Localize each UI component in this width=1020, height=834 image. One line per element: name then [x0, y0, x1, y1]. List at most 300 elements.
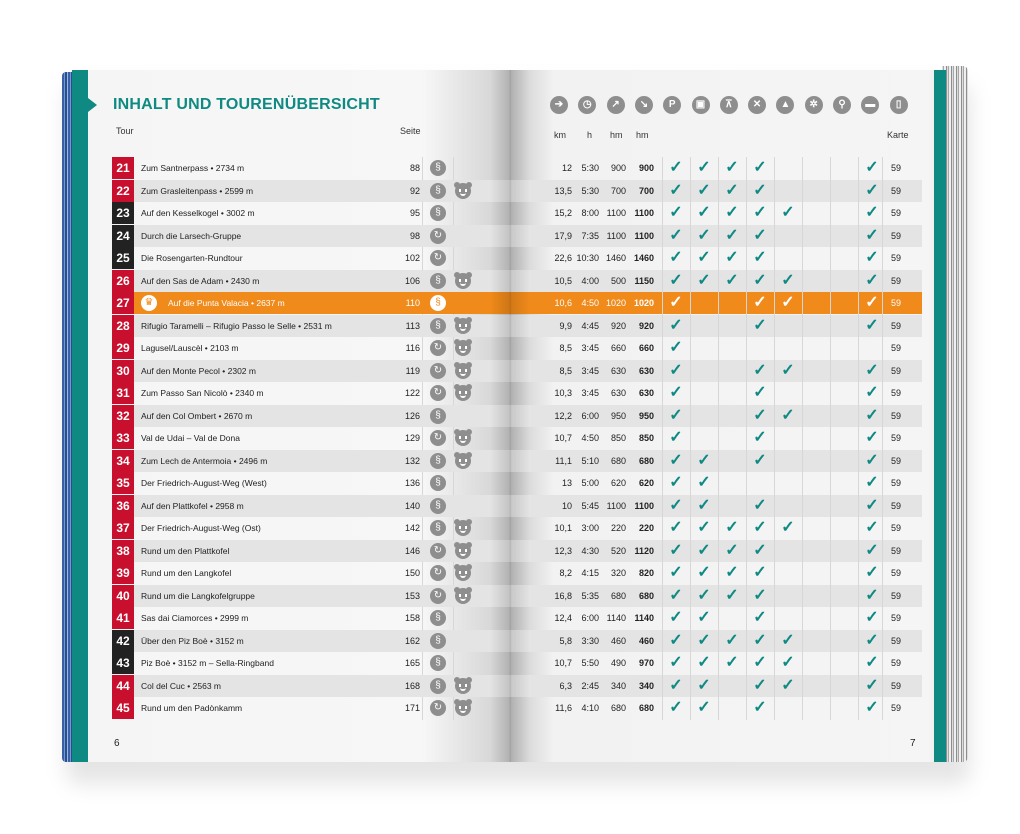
tour-map-number: 59: [890, 208, 901, 218]
tour-map-number: 59: [890, 635, 901, 646]
tour-ascent: 630: [610, 365, 626, 376]
tour-km: 11,6: [555, 703, 572, 713]
tour-name[interactable]: Rund um die Langkofelgruppe: [141, 590, 255, 601]
check-icon: ✓: [725, 586, 739, 604]
check-icon: ✓: [865, 159, 879, 176]
tour-descent: 850: [638, 433, 654, 443]
tour-km: 8,5: [559, 343, 572, 353]
clock-icon: ◷: [578, 96, 596, 114]
tour-number: 28: [112, 315, 134, 337]
tour-descent: 680: [638, 455, 654, 466]
check-icon: ✓: [669, 204, 683, 221]
tour-map-number: 59: [890, 230, 901, 241]
bus-icon: ▣: [692, 96, 710, 114]
route-icon: §: [430, 655, 446, 671]
tour-map-number: 59: [890, 703, 901, 713]
kids-bear-icon: [455, 543, 471, 559]
check-icon: ✓: [865, 519, 879, 536]
column-header-seite: Seite: [400, 126, 421, 136]
tour-name[interactable]: Der Friedrich-August-Weg (West): [141, 478, 267, 488]
tour-km: 13: [561, 478, 572, 488]
tour-ascent: 1460: [605, 253, 626, 263]
kids-bear-icon: [455, 318, 471, 334]
tour-hours: 5:35: [581, 590, 599, 601]
check-icon: ✓: [669, 699, 683, 716]
hut-icon: ▲: [776, 96, 794, 114]
tour-name[interactable]: Der Friedrich-August-Weg (Ost): [141, 523, 261, 533]
check-icon: ✓: [753, 181, 767, 199]
tour-page: 92: [409, 185, 420, 196]
round-tour-icon: ↻: [430, 565, 446, 581]
tour-km: 22,6: [554, 253, 572, 263]
check-icon: ✓: [669, 496, 683, 514]
tour-map-number: 59: [890, 388, 901, 398]
tour-name[interactable]: Col del Cuc • 2563 m: [141, 680, 221, 691]
check-icon: ✓: [865, 181, 879, 199]
bear-mouth: [460, 373, 466, 376]
tour-name[interactable]: Sas dai Ciamorces • 2999 m: [141, 613, 249, 623]
tour-hours: 4:45: [581, 320, 599, 331]
tour-ascent: 680: [610, 590, 626, 601]
tour-descent: 620: [638, 478, 654, 488]
tour-name[interactable]: Über den Piz Boè • 3152 m: [141, 635, 244, 646]
teal-stripe-left: [72, 70, 88, 762]
tour-page: 140: [404, 500, 420, 511]
tour-descent: 1100: [634, 230, 654, 241]
route-icon: §: [430, 633, 446, 649]
tour-number: 38: [112, 540, 134, 562]
check-icon: ✓: [753, 316, 767, 334]
check-icon: ✓: [669, 294, 683, 311]
tour-map-number: 59: [890, 320, 901, 331]
check-icon: ✓: [669, 406, 683, 424]
tour-descent: 700: [638, 185, 654, 196]
tour-descent: 630: [638, 388, 654, 398]
column-header-h: h: [587, 130, 593, 140]
check-icon: ✓: [865, 384, 879, 401]
snowflake-icon: ✲: [805, 96, 823, 114]
tour-name[interactable]: Auf den Monte Pecol • 2302 m: [141, 365, 256, 376]
check-icon: ✓: [865, 609, 879, 626]
bear-eyes: [459, 684, 467, 687]
check-icon: ✓: [697, 249, 711, 266]
check-icon: ✓: [697, 631, 711, 649]
tour-ascent: 1020: [605, 298, 626, 308]
bear-eyes: [459, 369, 467, 372]
tour-number: 34: [112, 450, 134, 472]
tour-page: 136: [404, 478, 420, 488]
tour-ascent: 490: [610, 658, 626, 668]
check-icon: ✓: [669, 654, 683, 671]
check-icon: ✓: [725, 564, 739, 581]
tour-page: 168: [404, 680, 420, 691]
check-icon: ✓: [725, 541, 739, 559]
tour-page: 106: [404, 275, 420, 286]
tour-descent: 950: [638, 410, 654, 421]
check-icon: ✓: [865, 361, 879, 379]
check-icon: ✓: [753, 249, 767, 266]
check-icon: ✓: [865, 429, 879, 446]
bed-icon: ▬: [861, 96, 879, 114]
check-icon: ✓: [865, 294, 879, 311]
kids-bear-icon: [455, 700, 471, 716]
check-icon: ✓: [865, 474, 879, 491]
tour-ascent: 700: [610, 185, 626, 196]
tour-name[interactable]: Auf den Plattkofel • 2958 m: [141, 500, 244, 511]
tour-ascent: 900: [610, 163, 626, 173]
route-icon: §: [430, 475, 446, 491]
check-icon: ✓: [669, 564, 683, 581]
kids-bear-icon: [455, 453, 471, 469]
tour-map-number: 59: [890, 275, 901, 286]
kids-bear-icon: [455, 183, 471, 199]
tour-hours: 10:30: [576, 253, 599, 263]
tour-km: 12,3: [554, 545, 572, 556]
tour-number: 33: [112, 427, 134, 449]
tour-hours: 6:00: [581, 613, 599, 623]
check-icon: ✓: [865, 226, 879, 244]
tour-name[interactable]: Lagusel/Lauscèl • 2103 m: [141, 343, 239, 353]
tour-descent: 460: [638, 635, 654, 646]
tour-number: 45: [112, 697, 134, 719]
check-icon: ✓: [781, 271, 795, 289]
check-icon: ✓: [697, 519, 711, 536]
tour-ascent: 920: [610, 320, 626, 331]
check-icon: ✓: [753, 406, 767, 424]
tour-descent: 1120: [634, 545, 654, 556]
left-page: [72, 70, 510, 762]
round-tour-icon: ↻: [430, 543, 446, 559]
tour-ascent: 340: [610, 680, 626, 691]
check-icon: ✓: [865, 406, 879, 424]
column-header-hm-up: hm: [610, 130, 623, 140]
kids-bear-icon: [455, 363, 471, 379]
kids-bear-icon: [455, 678, 471, 694]
check-icon: ✓: [669, 451, 683, 469]
tour-hours: 6:00: [581, 410, 599, 421]
check-icon: ✓: [753, 429, 767, 446]
tour-ascent: 630: [610, 388, 626, 398]
tour-map-number: 59: [890, 343, 901, 353]
tour-page: 132: [404, 455, 420, 466]
bear-mouth: [460, 710, 466, 713]
kids-bear-icon: [455, 430, 471, 446]
tour-number: 40: [112, 585, 134, 607]
tour-number: 23: [112, 202, 134, 224]
check-icon: ✓: [669, 609, 683, 626]
bear-eyes: [459, 571, 467, 574]
check-icon: ✓: [865, 699, 879, 716]
tour-page: 95: [409, 208, 420, 218]
tour-page: 122: [404, 388, 420, 398]
round-tour-icon: ↻: [430, 700, 446, 716]
tour-number: 35: [112, 472, 134, 494]
tour-page: 162: [404, 635, 420, 646]
check-icon: ✓: [697, 676, 711, 694]
route-icon: §: [430, 498, 446, 514]
tour-map-number: 59: [890, 185, 901, 196]
check-icon: ✓: [865, 496, 879, 514]
bear-eyes: [459, 346, 467, 349]
check-icon: ✓: [697, 496, 711, 514]
check-icon: ✓: [781, 406, 795, 424]
page-number-right: 7: [910, 738, 916, 749]
bear-mouth: [460, 350, 466, 353]
check-icon: ✓: [753, 271, 767, 289]
check-icon: ✓: [753, 541, 767, 559]
tour-name[interactable]: Rund um den Langkofel: [141, 568, 232, 578]
bear-eyes: [459, 594, 467, 597]
tour-km: 12,2: [554, 410, 572, 421]
check-icon: ✓: [865, 586, 879, 604]
tour-name[interactable]: Die Rosengarten-Rundtour: [141, 253, 243, 263]
tour-km: 10,3: [554, 388, 572, 398]
tour-name[interactable]: Zum Passo San Nicolò • 2340 m: [141, 388, 264, 398]
tour-name[interactable]: Rund um den Plattkofel: [141, 545, 230, 556]
check-icon: ✓: [865, 451, 879, 469]
check-icon: ✓: [697, 699, 711, 716]
tour-name[interactable]: Durch die Larsech-Gruppe: [141, 230, 242, 241]
tour-km: 10,6: [554, 298, 572, 308]
check-icon: ✓: [753, 586, 767, 604]
check-icon: ✓: [725, 159, 739, 176]
tour-page: 142: [404, 523, 420, 533]
tour-hours: 4:50: [581, 433, 599, 443]
check-icon: ✓: [753, 451, 767, 469]
right-page: [510, 70, 946, 762]
kids-bear-icon: [455, 588, 471, 604]
tour-name[interactable]: Auf den Sas de Adam • 2430 m: [141, 275, 260, 286]
tour-ascent: 500: [610, 275, 626, 286]
round-tour-icon: ↻: [430, 250, 446, 266]
tour-descent: 920: [638, 320, 654, 331]
check-icon: ✓: [865, 204, 879, 221]
descent-icon: ↘: [635, 96, 653, 114]
bear-eyes: [459, 391, 467, 394]
round-tour-icon: ↻: [430, 340, 446, 356]
tour-name[interactable]: Zum Santnerpass • 2734 m: [141, 163, 245, 173]
bear-mouth: [460, 395, 466, 398]
round-tour-icon: ↻: [430, 363, 446, 379]
bicycle-icon: ⚲: [833, 96, 851, 114]
tour-page: 171: [404, 703, 420, 713]
tour-page: 110: [405, 298, 420, 308]
tour-km: 12: [561, 163, 572, 173]
tour-descent: 1140: [634, 613, 654, 623]
tour-number: 44: [112, 675, 134, 697]
tour-km: 6,3: [559, 680, 572, 691]
check-icon: ✓: [669, 676, 683, 694]
bear-eyes: [459, 324, 467, 327]
tour-hours: 4:10: [581, 703, 599, 713]
check-icon: ✓: [669, 249, 683, 266]
bear-mouth: [460, 193, 466, 196]
tour-map-number: 59: [890, 253, 901, 263]
crown-icon: ♛: [141, 295, 157, 311]
tour-km: 16,8: [554, 590, 572, 601]
check-icon: ✓: [781, 654, 795, 671]
tour-name[interactable]: Zum Lech de Antermoia • 2496 m: [141, 455, 268, 466]
bear-eyes: [459, 549, 467, 552]
tour-km: 17,9: [554, 230, 572, 241]
route-icon: §: [430, 610, 446, 626]
tour-ascent: 660: [610, 343, 626, 353]
route-icon: §: [430, 183, 446, 199]
column-header-km: km: [554, 130, 566, 140]
tour-hours: 5:45: [581, 500, 599, 511]
tour-km: 10,7: [554, 658, 572, 668]
tour-descent: 820: [638, 568, 654, 578]
tour-page: 102: [404, 253, 420, 263]
tour-descent: 1100: [634, 500, 654, 511]
tour-page: 146: [404, 545, 420, 556]
tour-descent: 1460: [633, 253, 654, 263]
tour-map-number: 59: [890, 410, 901, 421]
check-icon: ✓: [753, 631, 767, 649]
check-icon: ✓: [753, 519, 767, 536]
tour-page: 119: [405, 365, 420, 376]
check-icon: ✓: [753, 384, 767, 401]
tour-number: 26: [112, 270, 134, 292]
teal-stripe-right: [934, 70, 946, 762]
tour-descent: 680: [638, 590, 654, 601]
ascent-icon: ↗: [607, 96, 625, 114]
cable-car-icon: ⊼: [720, 96, 738, 114]
route-icon: §: [430, 678, 446, 694]
tour-page: 113: [405, 320, 420, 331]
bear-eyes: [459, 279, 467, 282]
tour-hours: 5:30: [581, 163, 599, 173]
round-tour-icon: ↻: [430, 228, 446, 244]
route-icon: §: [430, 205, 446, 221]
column-header-tour: Tour: [116, 126, 134, 136]
check-icon: ✓: [697, 181, 711, 199]
tour-map-number: 59: [890, 658, 901, 668]
kids-bear-icon: [455, 340, 471, 356]
tour-page: 116: [405, 343, 420, 353]
tour-ascent: 220: [610, 523, 626, 533]
tour-name[interactable]: Rifugio Taramelli – Rifugio Passo le Selle • 2531 m: [141, 320, 332, 331]
bear-eyes: [459, 436, 467, 439]
check-icon: ✓: [781, 631, 795, 649]
check-icon: ✓: [725, 631, 739, 649]
tour-page: 150: [404, 568, 420, 578]
tour-hours: 8:00: [581, 208, 599, 218]
tour-name[interactable]: Piz Boè • 3152 m – Sella-Ringband: [141, 658, 274, 668]
tour-name[interactable]: Rund um den Padònkamm: [141, 703, 243, 713]
restaurant-icon: ✕: [748, 96, 766, 114]
tour-hours: 3:45: [581, 388, 599, 398]
tour-ascent: 680: [610, 703, 626, 713]
tour-km: 9,9: [559, 320, 572, 331]
tour-map-number: 59: [890, 500, 901, 511]
bear-mouth: [460, 283, 466, 286]
tour-map-number: 59: [890, 545, 901, 556]
tour-descent: 220: [638, 523, 654, 533]
tour-number: 27: [112, 292, 134, 314]
bear-mouth: [460, 328, 466, 331]
tour-km: 5,8: [559, 635, 572, 646]
tour-number: 41: [112, 607, 134, 629]
tour-number: 31: [112, 382, 134, 404]
route-icon: §: [430, 295, 446, 311]
kids-bear-icon: [455, 565, 471, 581]
check-icon: ✓: [753, 609, 767, 626]
tour-page: 165: [404, 658, 420, 668]
check-icon: ✓: [669, 384, 683, 401]
title-arrow-icon: [88, 98, 97, 112]
tour-km: 10,1: [554, 523, 572, 533]
tour-number: 39: [112, 562, 134, 584]
check-icon: ✓: [865, 249, 879, 266]
route-icon: §: [430, 273, 446, 289]
tour-km: 10,7: [554, 433, 572, 443]
bear-eyes: [459, 459, 467, 462]
check-icon: ✓: [697, 159, 711, 176]
check-icon: ✓: [753, 159, 767, 176]
tour-ascent: 1140: [606, 613, 626, 623]
check-icon: ✓: [669, 339, 683, 356]
tour-map-number: 59: [890, 455, 901, 466]
check-icon: ✓: [697, 541, 711, 559]
check-icon: ✓: [697, 474, 711, 491]
check-icon: ✓: [669, 181, 683, 199]
tour-km: 12,4: [554, 613, 572, 623]
check-icon: ✓: [697, 609, 711, 626]
column-divider: [802, 157, 803, 720]
tour-hours: 5:50: [581, 658, 599, 668]
tour-number: 42: [112, 630, 134, 652]
tour-name[interactable]: Val de Udai – Val de Dona: [141, 433, 240, 443]
check-icon: ✓: [669, 271, 683, 289]
tour-map-number: 59: [890, 478, 901, 488]
parking-icon: P: [663, 96, 681, 114]
check-icon: ✓: [753, 226, 767, 244]
tour-descent: 680: [638, 703, 654, 713]
tour-hours: 3:45: [581, 365, 599, 376]
tour-name[interactable]: Zum Grasleitenpass • 2599 m: [141, 185, 254, 196]
tour-ascent: 520: [610, 545, 626, 556]
tour-name[interactable]: Auf den Kesselkogel • 3002 m: [141, 208, 255, 218]
tour-hours: 3:45: [581, 343, 599, 353]
tour-km: 8,5: [559, 365, 572, 376]
tour-hours: 5:00: [581, 478, 599, 488]
route-icon: §: [430, 408, 446, 424]
tour-name[interactable]: Auf die Punta Valacia • 2637 m: [168, 298, 285, 308]
tour-hours: 4:30: [581, 545, 599, 556]
tour-name[interactable]: Auf den Col Ombert • 2670 m: [141, 410, 253, 421]
tour-descent: 900: [638, 163, 654, 173]
tour-km: 13,5: [554, 185, 572, 196]
check-icon: ✓: [669, 429, 683, 446]
check-icon: ✓: [725, 271, 739, 289]
route-icon: §: [430, 160, 446, 176]
tour-descent: 1020: [633, 298, 654, 308]
bear-eyes: [459, 706, 467, 709]
tour-ascent: 460: [610, 635, 626, 646]
tour-hours: 7:35: [581, 230, 599, 241]
tour-ascent: 320: [610, 568, 626, 578]
round-tour-icon: ↻: [430, 430, 446, 446]
kids-bear-icon: [455, 273, 471, 289]
bear-mouth: [460, 440, 466, 443]
bear-eyes: [459, 189, 467, 192]
tour-ascent: 1100: [606, 500, 626, 511]
column-divider: [830, 157, 831, 720]
check-icon: ✓: [669, 361, 683, 379]
check-icon: ✓: [725, 249, 739, 266]
tour-hours: 4:15: [581, 568, 599, 578]
